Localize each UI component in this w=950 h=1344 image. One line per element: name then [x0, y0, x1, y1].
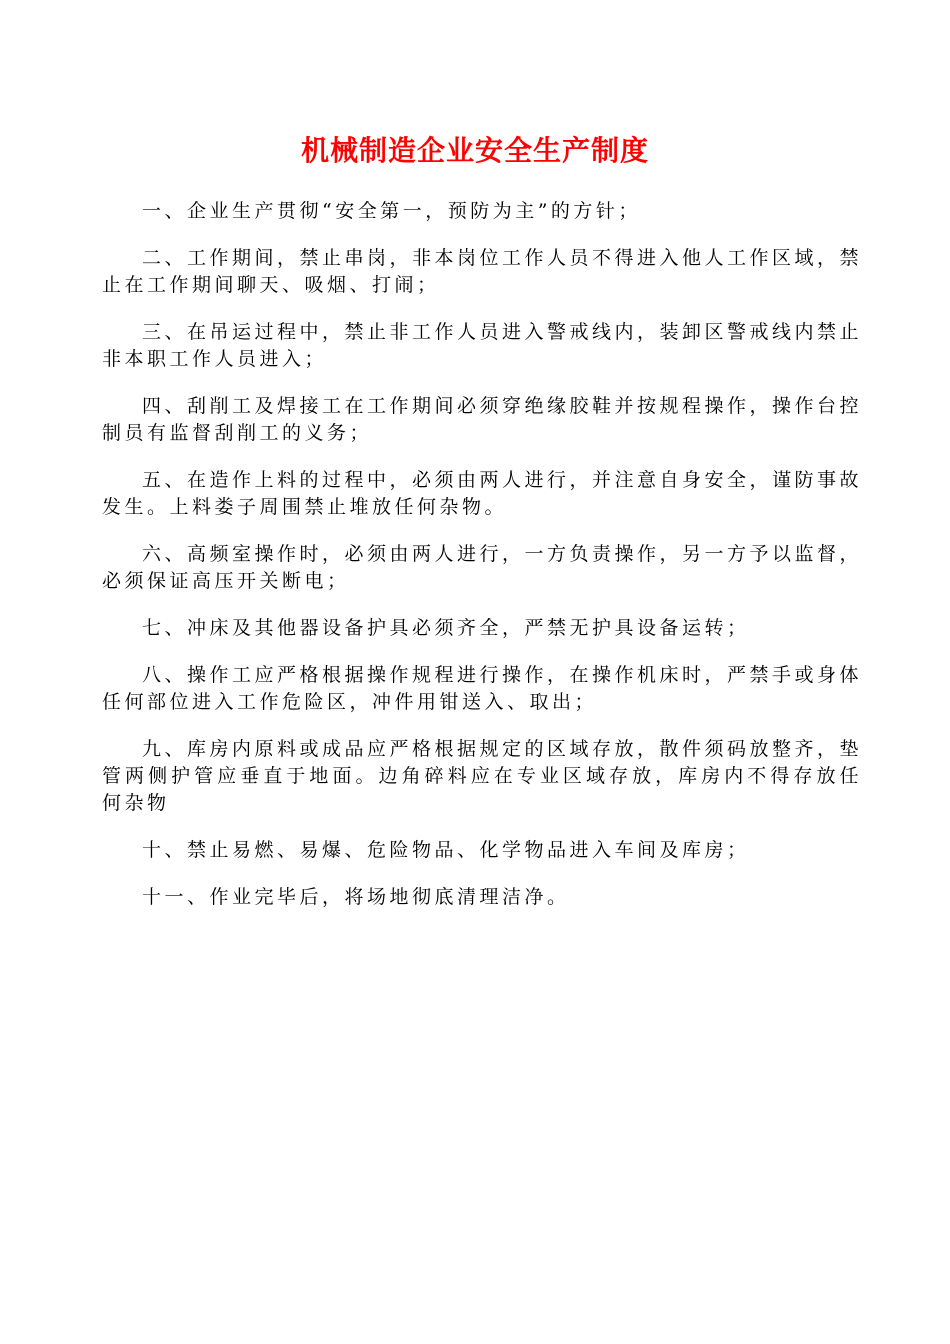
paragraph-6: 六、高频室操作时，必须由两人进行，一方负责操作，另一方予以监督，必须保证高压开关断电； [102, 543, 863, 592]
paragraph-7: 七、冲床及其他器设备护具必须齐全，严禁无护具设备运转； [142, 617, 750, 639]
paragraph-1: 一、企业生产贯彻“安全第一，预防为主”的方针； [142, 200, 641, 222]
paragraph-11: 十一、作业完毕后，将场地彻底清理洁净。 [142, 886, 570, 908]
paragraph-5: 五、在造作上料的过程中，必须由两人进行，并注意自身安全，谨防事故发生。上料娄子周围禁止堆放任何杂物。 [102, 469, 863, 518]
document-title: 机械制造企业安全生产制度 [300, 134, 649, 167]
paragraph-2: 二、工作期间，禁止串岗，非本岗位工作人员不得进入他人工作区域，禁止在工作期间聊天、吸烟、打闹； [102, 247, 863, 296]
document-body [102, 198, 862, 931]
paragraph-3: 三、在吊运过程中，禁止非工作人员进入警戒线内，装卸区警戒线内禁止非本职工作人员进入； [102, 321, 863, 370]
paragraph-4: 四、刮削工及焊接工在工作期间必须穿绝缘胶鞋并按规程操作，操作台控制员有监督刮削工的义务； [102, 395, 863, 444]
paragraph-8: 八、操作工应严格根据操作规程进行操作，在操作机床时，严禁手或身体任何部位进入工作危险区，冲件用钳送入、取出； [102, 664, 863, 713]
paragraph-10: 十、禁止易燃、易爆、危险物品、化学物品进入车间及库房； [142, 839, 750, 861]
paragraph-9: 九、库房内原料或成品应严格根据规定的区域存放，散件须码放整齐，垫管两侧护管应垂直于地面。边角碎料应在专业区域存放，库房内不得存放任何杂物 [102, 738, 863, 814]
